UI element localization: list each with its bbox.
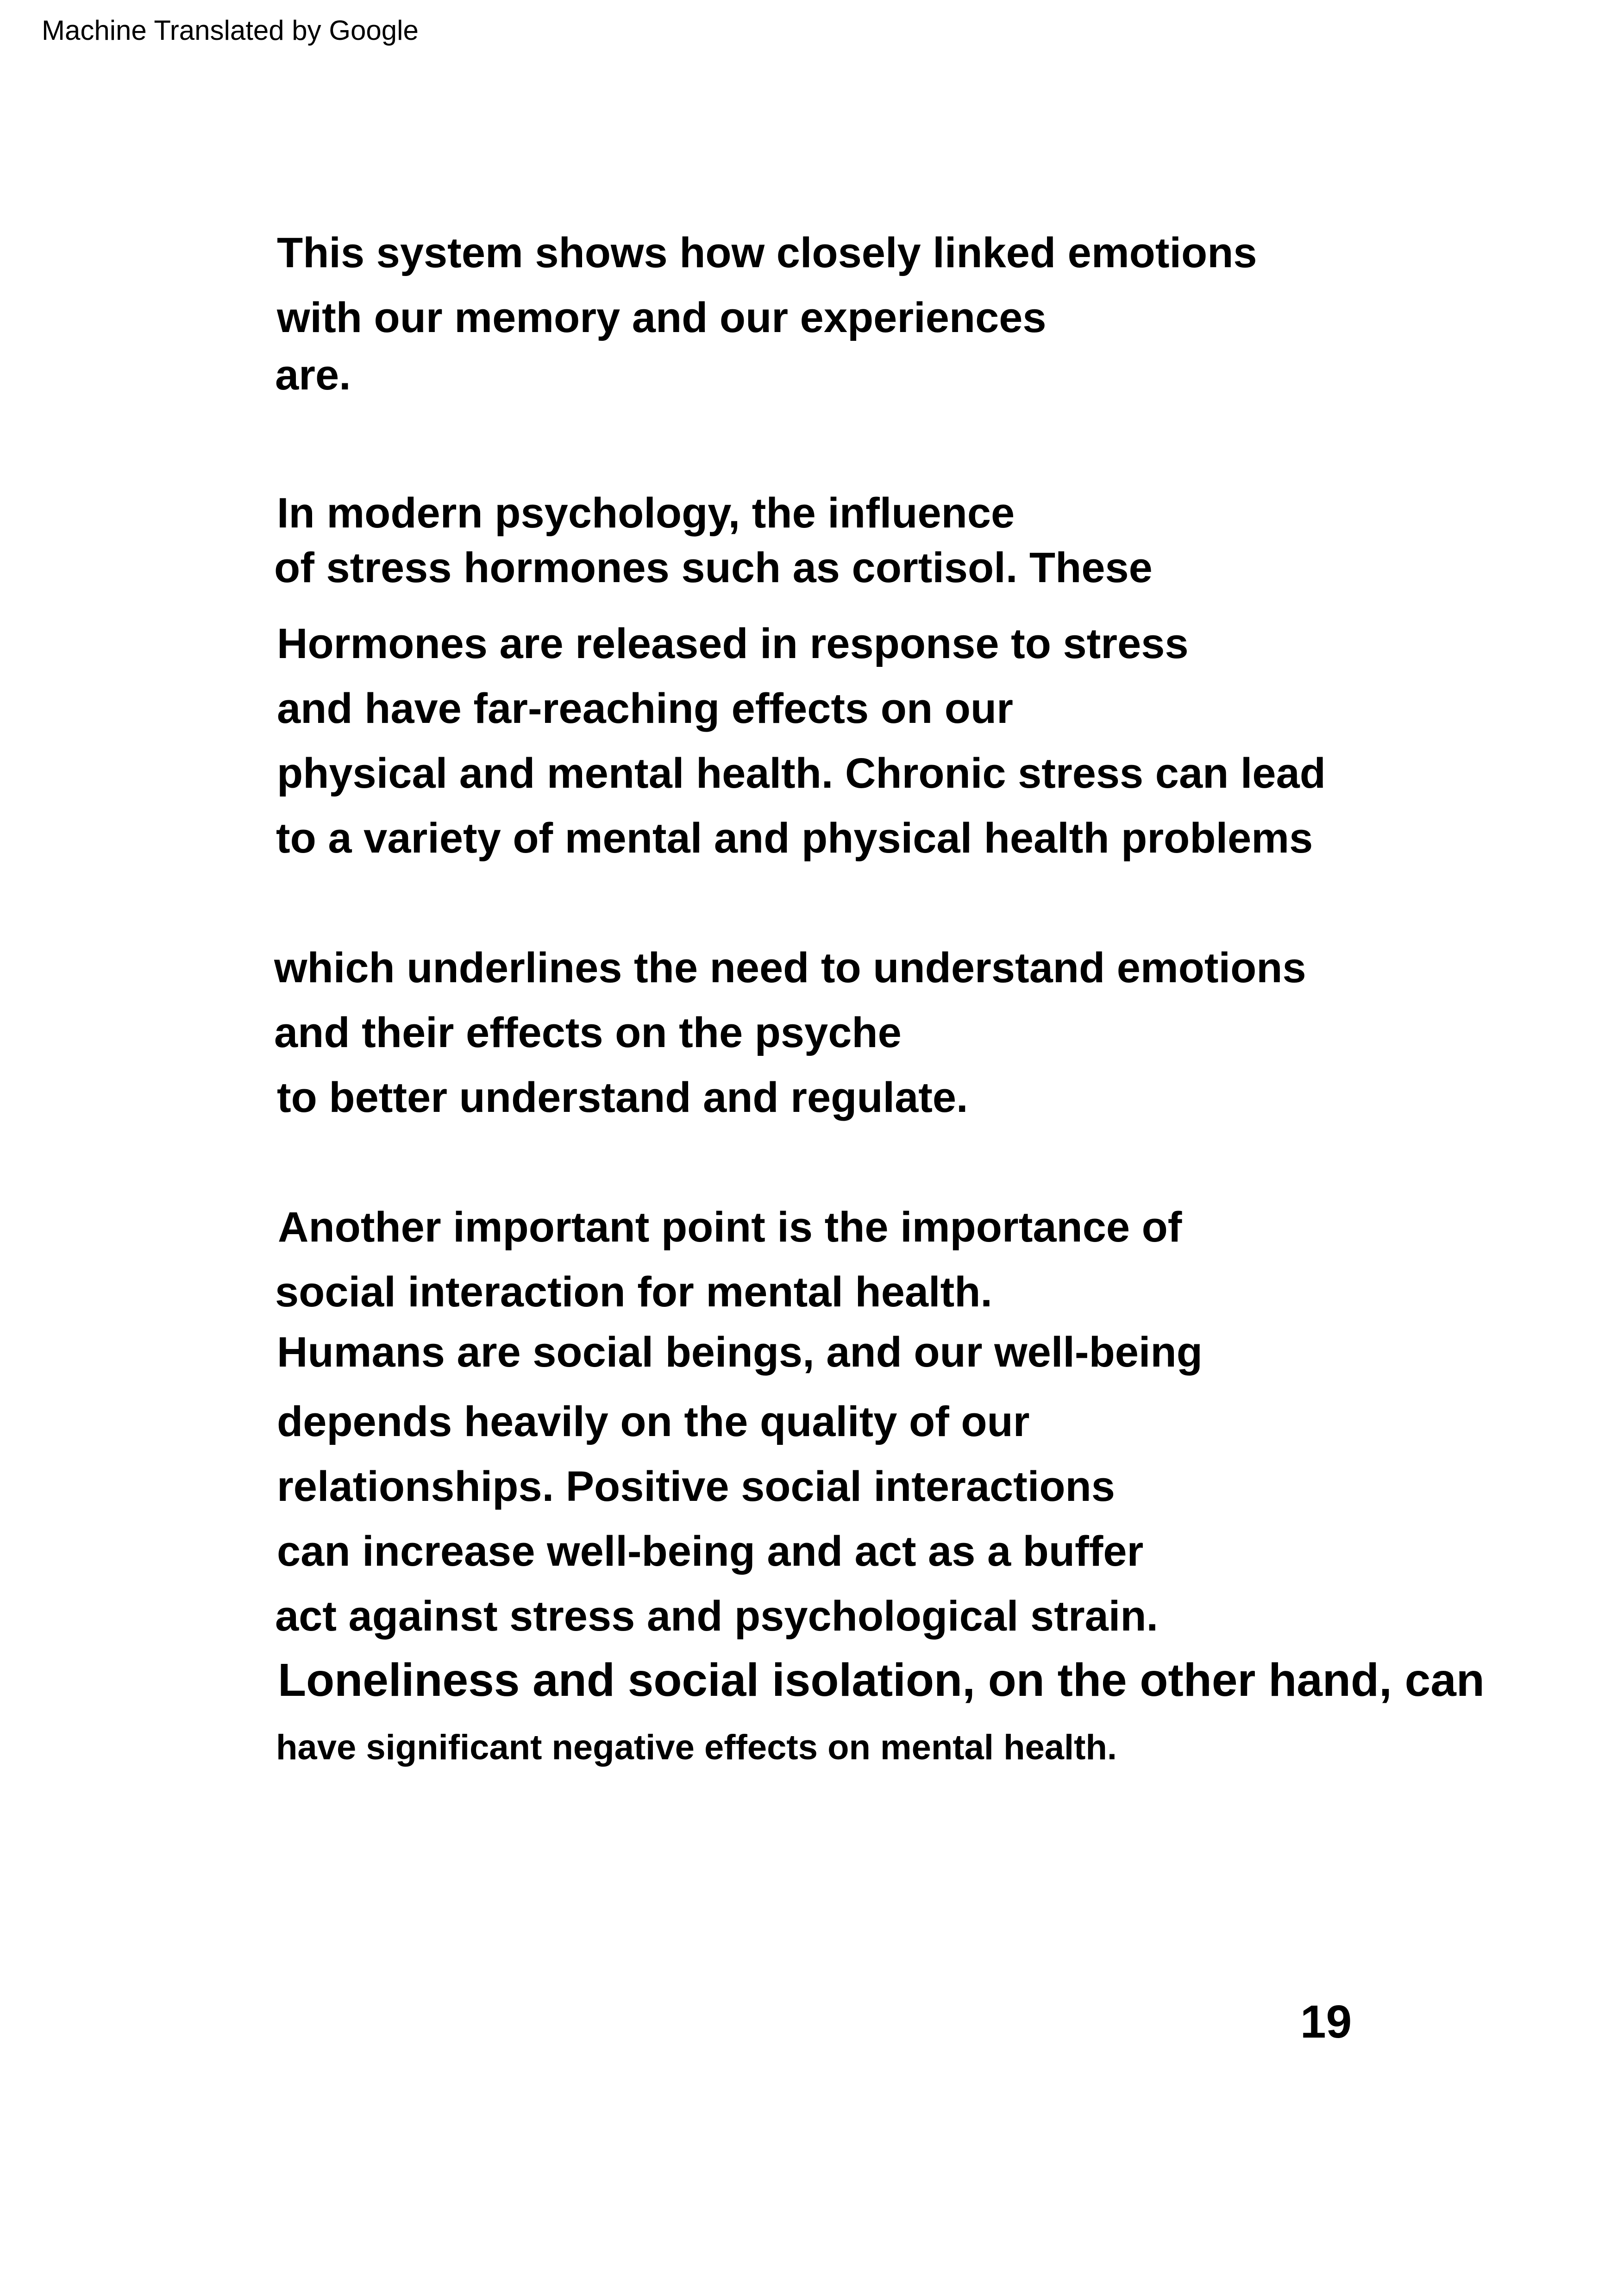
- body-line: to a variety of mental and physical health problems: [276, 815, 1313, 862]
- body-line: Humans are social beings, and our well-being: [277, 1329, 1203, 1376]
- body-line: have significant negative effects on mental health.: [276, 1728, 1117, 1767]
- page-number: 19: [1300, 1996, 1352, 2048]
- body-line: physical and mental health. Chronic stress can lead: [277, 750, 1326, 797]
- body-line: Loneliness and social isolation, on the other hand, can: [278, 1654, 1485, 1706]
- body-line: Another important point is the importance of: [278, 1204, 1182, 1251]
- body-line: depends heavily on the quality of our: [277, 1398, 1030, 1445]
- translation-note: Machine Translated by Google: [42, 15, 419, 46]
- body-line: which underlines the need to understand emotions: [274, 944, 1306, 991]
- body-line: Hormones are released in response to stress: [277, 620, 1189, 667]
- body-line: and their effects on the psyche: [274, 1009, 902, 1056]
- body-line: act against stress and psychological strain.: [275, 1593, 1159, 1640]
- body-line: to better understand and regulate.: [277, 1074, 968, 1121]
- body-line: of stress hormones such as cortisol. These: [274, 544, 1153, 591]
- body-line: can increase well-being and act as a buffer: [277, 1528, 1144, 1575]
- body-line: and have far-reaching effects on our: [277, 685, 1013, 732]
- body-line: This system shows how closely linked emotions: [277, 229, 1257, 276]
- body-line: In modern psychology, the influence: [277, 489, 1015, 537]
- body-line: are.: [275, 351, 351, 399]
- body-line: with our memory and our experiences: [277, 294, 1047, 341]
- body-line: relationships. Positive social interactions: [277, 1463, 1115, 1510]
- body-line: social interaction for mental health.: [275, 1268, 992, 1316]
